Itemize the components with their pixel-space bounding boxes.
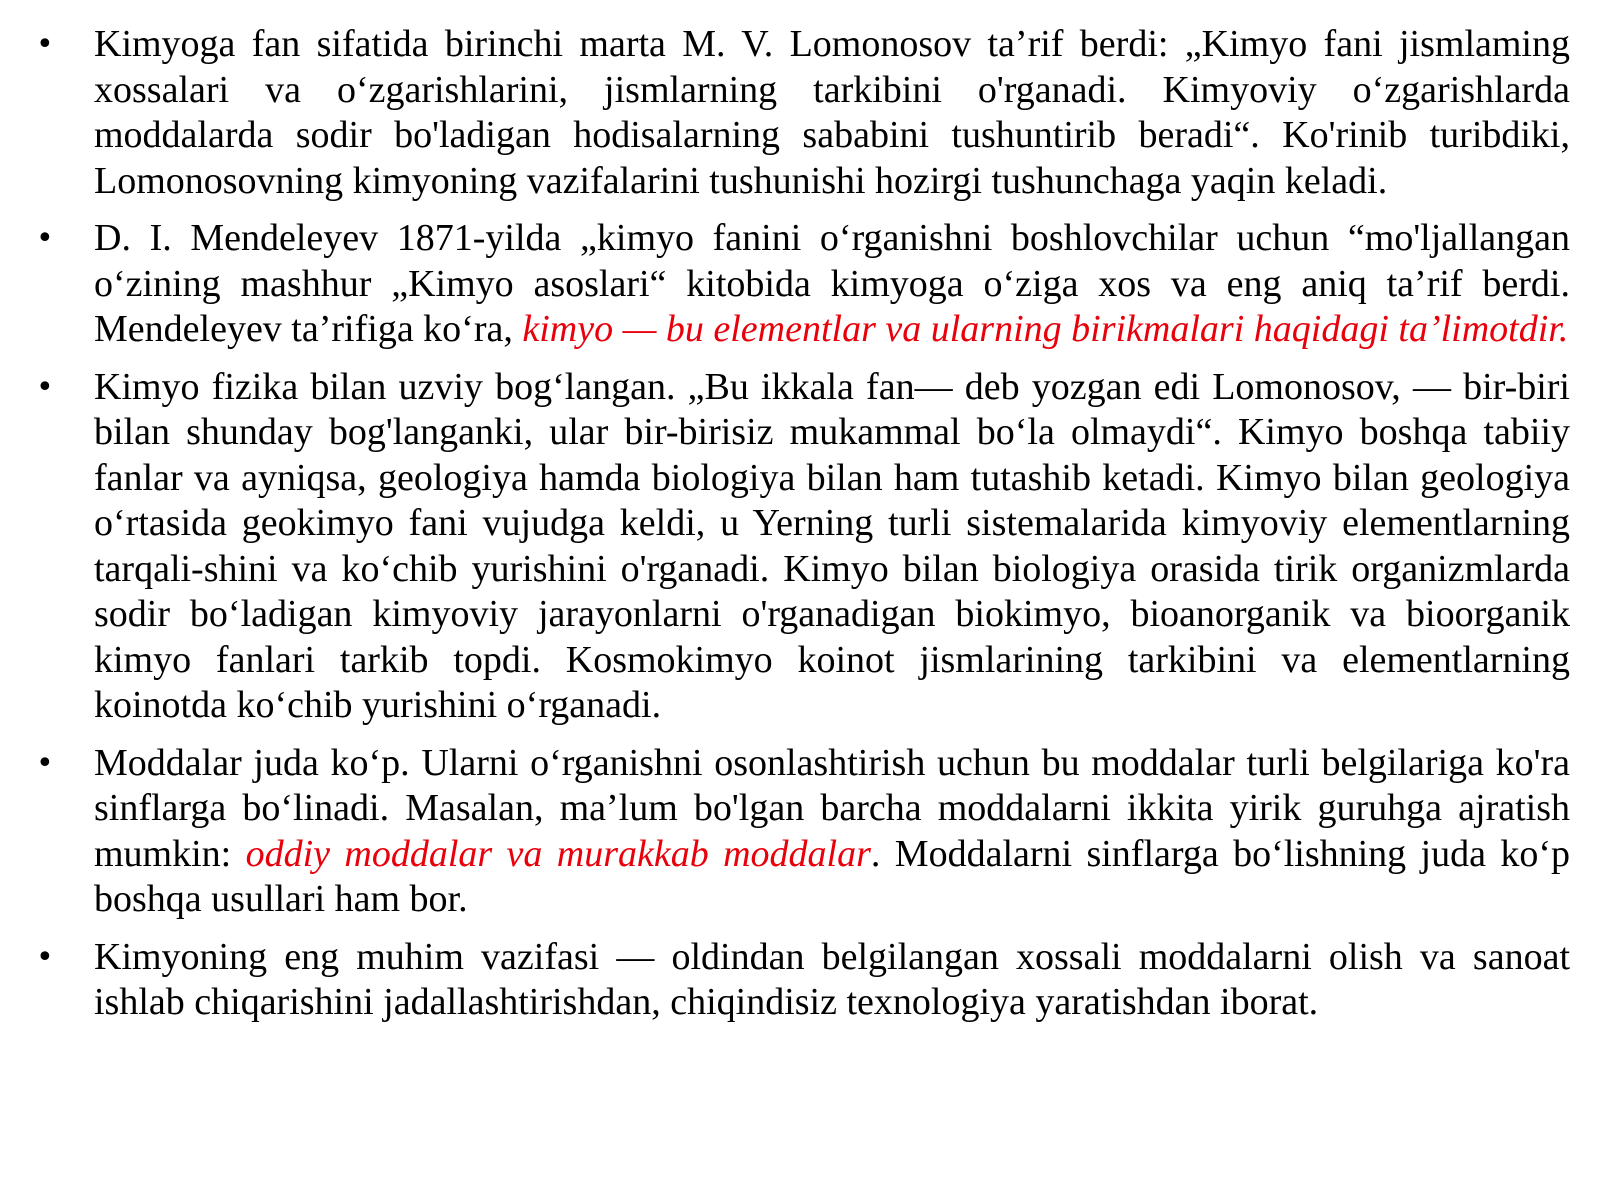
bullet-item [30, 741, 1570, 923]
highlighted-text: oddiy moddalar va murakkab moddalar [245, 832, 871, 875]
paragraph-text: Kimyoga fan sifatida birinchi marta M. V. Lomonosov ta’rif berdi: „Kimyo fani jismlaming xossalari va o‘zgarishlarini, jismlarning tarkibini o'rganadi. Kimyoviy o‘zgarishlarda moddalarda sodir bo'ladigan hodisalarning sababini tushuntirib beradi“. Ko'rinib turibdiki, Lomonosovning kimyoning vazifalarini tushunishi hozirgi tushunchaga yaqin keladi. [94, 23, 1570, 202]
bullet-item [30, 365, 1570, 729]
paragraph-text: . Moddalarni sinflarga bo‘lishning juda ko‘p boshqa usullari ham bor. [94, 832, 1570, 920]
bullet-list [30, 22, 1570, 1026]
bullet-dot-icon: • [36, 27, 54, 62]
bullet-item [30, 216, 1570, 353]
highlighted-text: kimyo — bu elementlar va ularning birikmalari haqidagi ta’limotdir. [522, 308, 1569, 350]
paragraph-text: D. I. Mendeleyev 1871-yilda „kimyo fanini o‘rganishni boshlovchilar uchun “mo'ljallangan o‘zining mashhur „Kimyo asoslari“ kitobida kimyoga o‘ziga xos va eng aniq ta’rif berdi. Mendeleyev ta’rifiga ko‘ra, [94, 217, 1570, 350]
bullet-dot-icon: • [36, 369, 54, 405]
bullet-item [30, 22, 1570, 204]
bullet-dot-icon: • [36, 221, 54, 256]
bullet-dot-icon: • [36, 939, 54, 975]
bullet-dot-icon: • [36, 745, 54, 781]
paragraph-text: Kimyoning eng muhim vazifasi — oldindan belgilangan xossali moddalarni olish va sanoat ishlab chiqarishini jadallashtirishdan, chiqindisiz texnologiya yaratishdan iborat. [94, 935, 1570, 1023]
paragraph-text: Kimyo fizika bilan uzviy bog‘langan. „Bu ikkala fan— deb yozgan edi Lomonosov, — bir-biri bilan shunday bog'langanki, ular bir-birisiz mukammal bo‘la olmaydi“. Kimyo boshqa tabiiy fanlar va ayniqsa, geologiya hamda biologiya bilan ham tutashib ketadi. Kimyo bilan geologiya o‘rtasida geokimyo fani vujudga keldi, u Yerning turli sistemalarida kimyoviy elementlarning tarqali-shini va ko‘chib yurishini o'rganadi. Kimyo bilan biologiya orasida tirik organizmlarda sodir bo‘ladigan kimyoviy jarayonlarni o'rganadigan biokimyo, bioanorganik va bioorganik kimyo fanlari tarkib topdi. Kosmokimyo koinot jismlarining tarkibini va elementlarning koinotda ko‘chib yurishini o‘rganadi. [94, 365, 1570, 726]
bullet-item [30, 935, 1570, 1026]
paragraph-text: Moddalar juda ko‘p. Ularni o‘rganishni osonlashtirish uchun bu moddalar turli belgilariga ko'ra sinflarga bo‘linadi. Masalan, ma’lum bo'lgan barcha moddalarni ikkita yirik guruhga ajratish mumkin: [94, 741, 1570, 875]
